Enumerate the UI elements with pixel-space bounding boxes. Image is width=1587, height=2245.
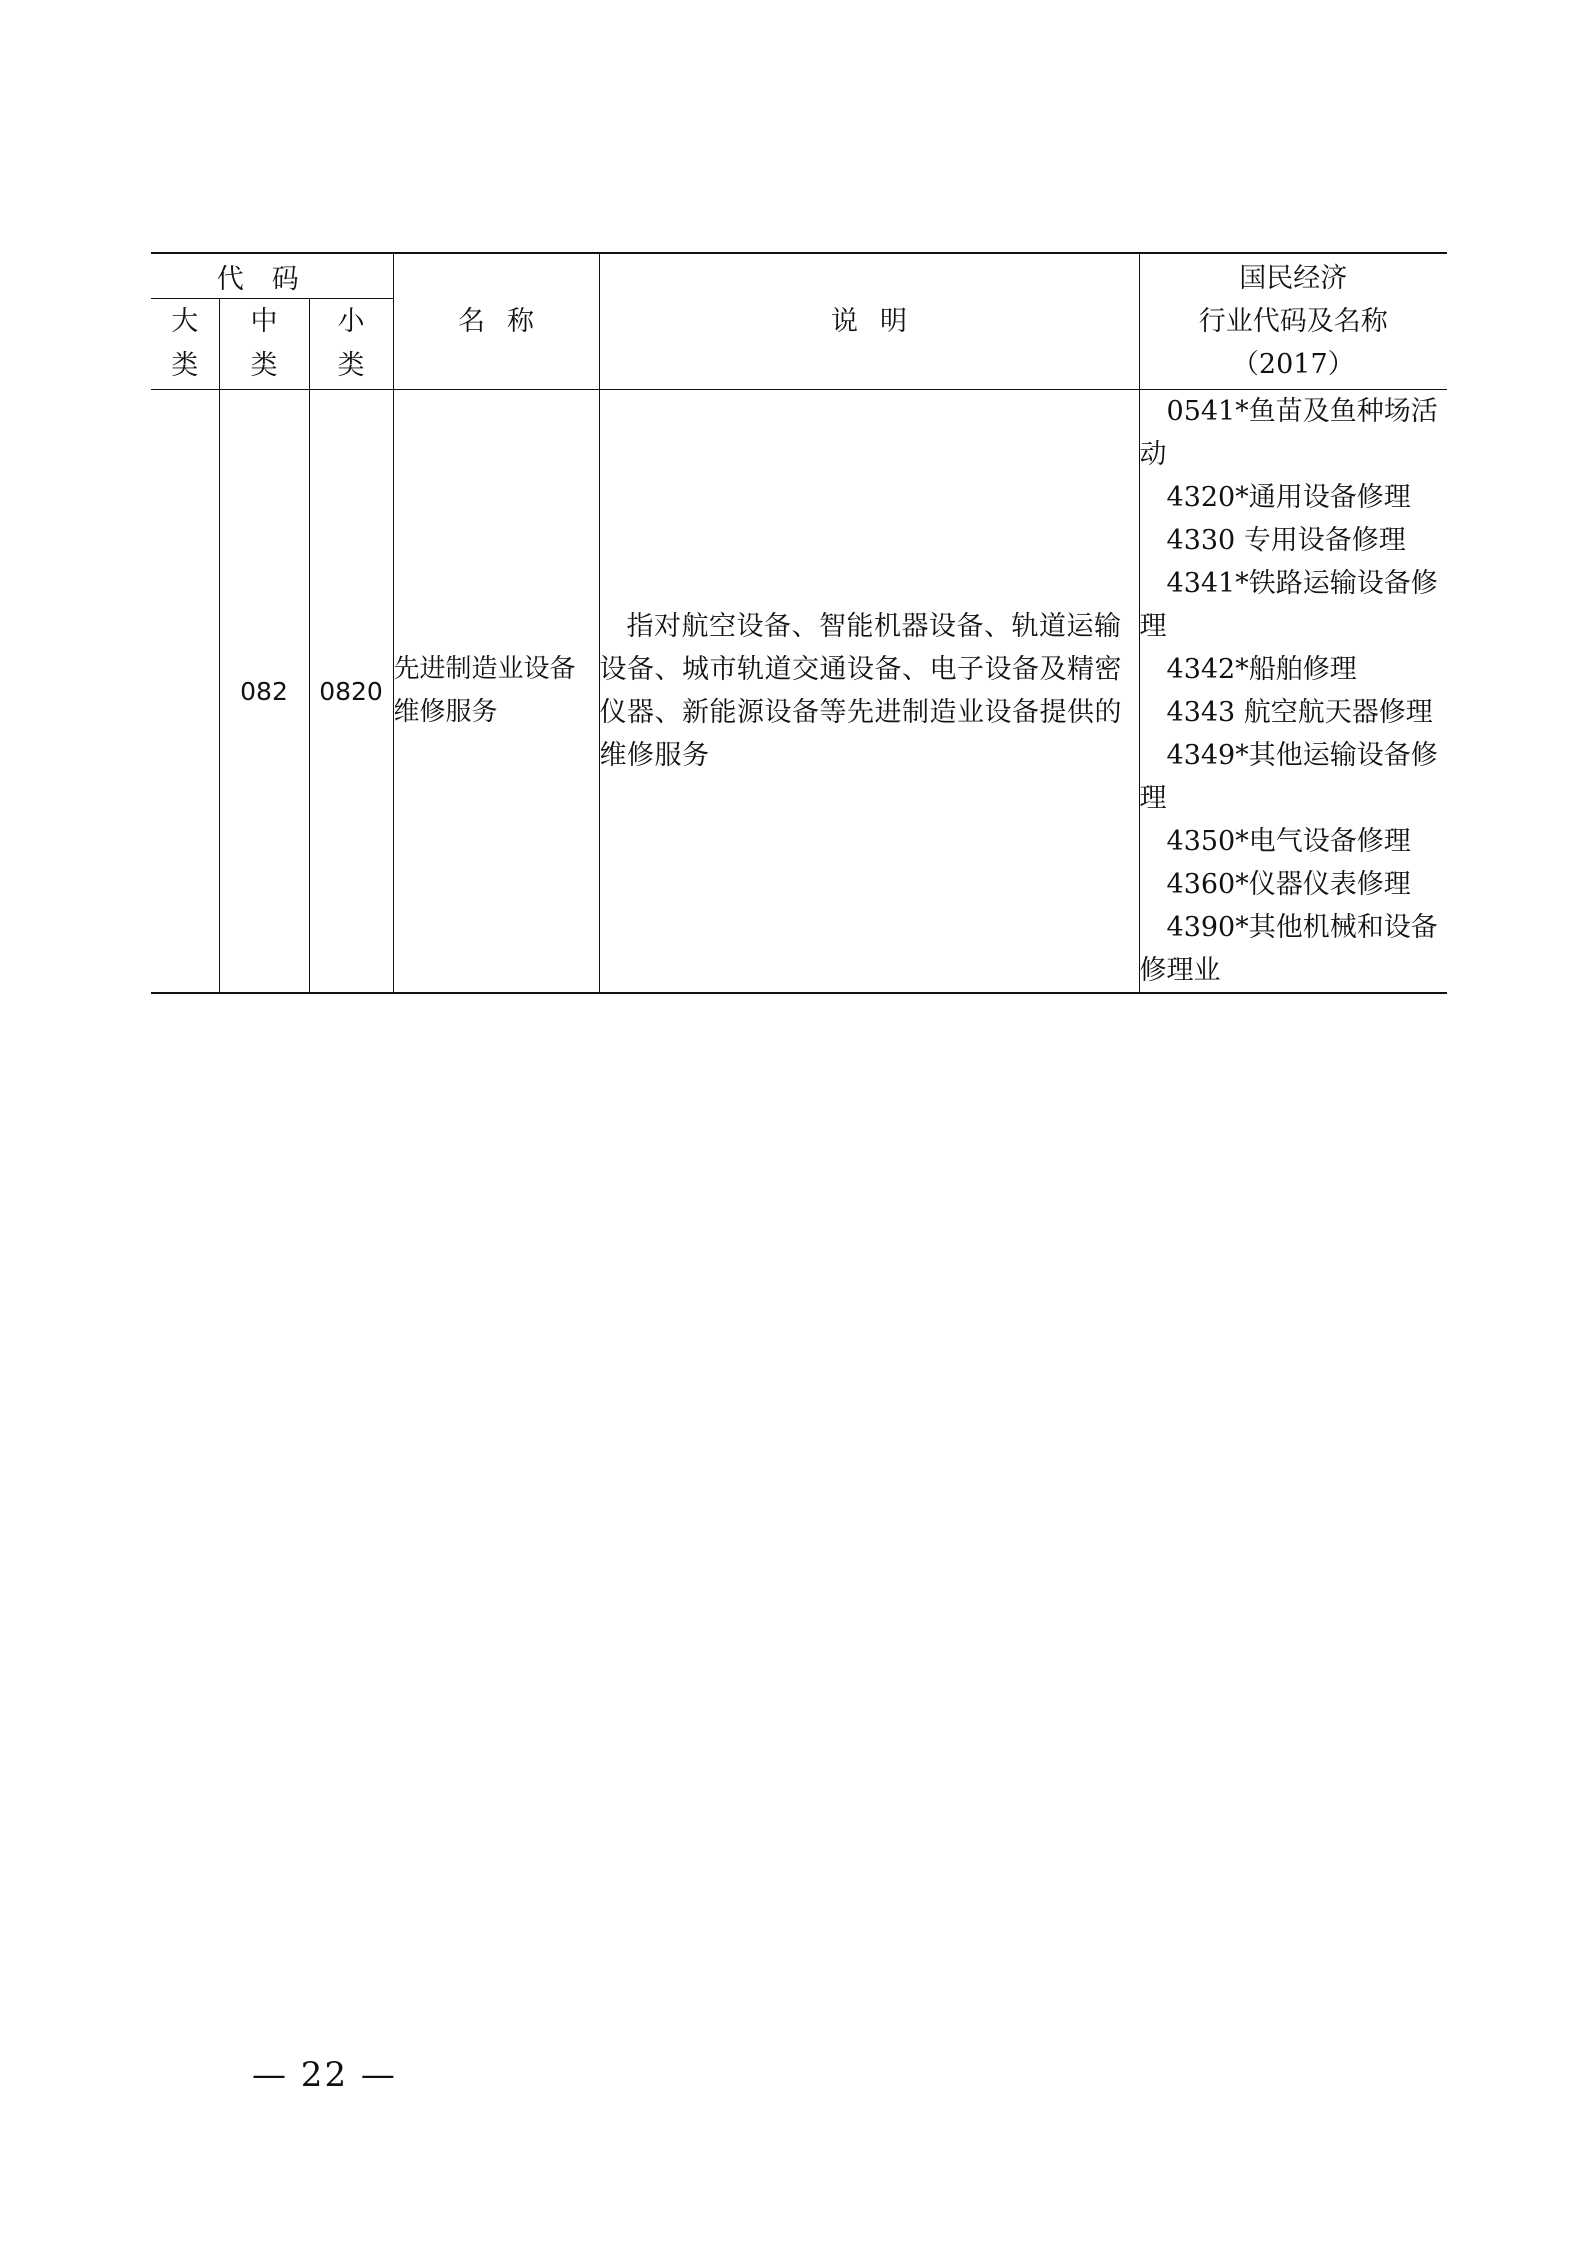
cell-name: 先进制造业设备维修服务 [393,390,599,994]
reference-item: 4330 专用设备修理 [1166,525,1406,556]
header-reference-line3: （2017） [1231,349,1355,380]
reference-item: 0541*鱼苗及鱼种场活动 [1139,396,1438,470]
reference-item: 4343 航空航天器修理 [1166,697,1433,728]
cell-middle-code: 082 [219,390,309,994]
reference-item: 4390*其他机械和设备修理业 [1139,912,1438,986]
header-middle [219,299,309,390]
cell-major [151,390,219,994]
table-row [151,390,1447,994]
header-major-char1: 大 [171,306,199,337]
reference-item: 4341*铁路运输设备修理 [1139,568,1438,642]
header-middle-char2: 类 [250,350,278,381]
header-minor-char1: 小 [337,306,365,337]
header-name-text: 名称 [458,306,557,337]
header-description [599,253,1139,390]
header-minor [309,299,393,390]
header-reference-line2: 行业代码及名称 [1198,306,1388,337]
reference-item: 4350*电气设备修理 [1166,826,1411,857]
reference-item: 4320*通用设备修理 [1166,482,1411,513]
page-number: — 22 — [252,2055,397,2095]
reference-item: 4360*仪器仪表修理 [1166,869,1411,900]
reference-item: 4349*其他运输设备修理 [1139,740,1438,814]
cell-minor-code: 0820 [309,390,393,994]
header-middle-char1: 中 [250,306,278,337]
header-reference [1139,253,1447,390]
reference-item: 4342*船舶修理 [1166,654,1357,685]
cell-reference-list [1139,390,1447,994]
header-major [151,299,219,390]
header-description-text: 说明 [831,306,930,337]
header-name [393,253,599,390]
cell-description: 指对航空设备、智能机器设备、轨道运输设备、城市轨道交通设备、电子设备及精密仪器、新能源设备等先进制造业设备提供的维修服务 [599,390,1139,994]
header-minor-char2: 类 [337,350,365,381]
industry-code-table [151,252,1447,994]
industry-code-table-container [151,252,1447,994]
header-code-group: 代码 [151,253,393,299]
header-major-char2: 类 [171,350,199,381]
header-reference-line1: 国民经济 [1239,263,1348,294]
